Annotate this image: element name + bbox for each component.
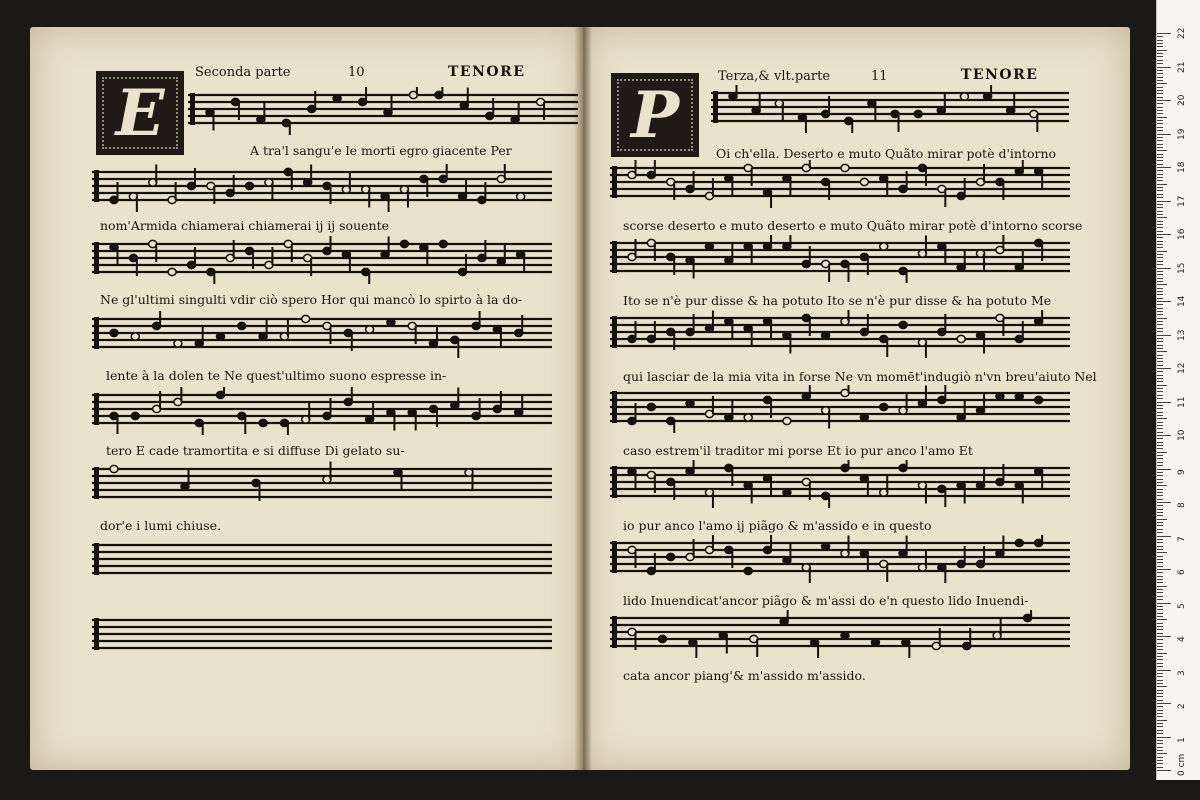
ruler-minor-tick: [1157, 499, 1163, 500]
right-staff-3: [610, 235, 1070, 283]
ruler-minor-tick: [1157, 405, 1163, 406]
ruler-minor-tick: [1157, 331, 1163, 332]
ruler-label: 1: [1177, 736, 1187, 743]
right-voice-title: TENORE: [961, 67, 1039, 83]
ruler-minor-tick: [1157, 160, 1163, 161]
right-lyric-line-1: Oi ch'ella. Deserto e muto Quãto mirar potè d'intorno: [716, 146, 1057, 161]
ruler-minor-tick: [1157, 740, 1163, 741]
ruler-minor-tick: [1157, 174, 1163, 175]
ruler-minor-tick: [1157, 582, 1163, 583]
ruler-minor-tick: [1157, 80, 1163, 81]
ruler-minor-tick: [1157, 154, 1163, 155]
ruler-minor-tick: [1157, 177, 1163, 178]
ruler-minor-tick: [1157, 556, 1163, 557]
ruler-minor-tick: [1157, 197, 1163, 198]
ruler-major-tick: [1157, 703, 1171, 704]
ruler-minor-tick: [1157, 465, 1163, 466]
left-staff-8: [92, 612, 552, 660]
ruler-major-tick: [1157, 100, 1171, 101]
ruler-label: 3: [1177, 669, 1187, 676]
left-lyric-line-3: Ne gl'ultimi singulti vdir ciò spero Hor qui mancò lo spirto à la do-: [100, 292, 523, 307]
ruler-minor-tick: [1157, 224, 1163, 225]
ruler-minor-tick: [1157, 592, 1163, 593]
ruler-minor-tick: [1157, 294, 1163, 295]
ruler-minor-tick: [1157, 485, 1167, 486]
ruler-minor-tick: [1157, 365, 1163, 366]
ruler-minor-tick: [1157, 103, 1163, 104]
ruler-minor-tick: [1157, 137, 1163, 138]
ruler-minor-tick: [1157, 180, 1163, 181]
ruler-minor-tick: [1157, 693, 1163, 694]
ruler-minor-tick: [1157, 274, 1163, 275]
decorated-initial-e: E: [96, 71, 184, 155]
ruler-minor-tick: [1157, 73, 1163, 74]
ruler-minor-tick: [1157, 40, 1163, 41]
ruler-label: 2: [1177, 703, 1187, 709]
ruler-minor-tick: [1157, 505, 1163, 506]
left-header-part: Seconda parte: [195, 65, 291, 80]
ruler-minor-tick: [1157, 509, 1163, 510]
ruler-minor-tick: [1157, 147, 1163, 148]
ruler-label: 14: [1177, 295, 1187, 307]
ruler-minor-tick: [1157, 264, 1163, 265]
ruler-minor-tick: [1157, 666, 1163, 667]
ruler-major-tick: [1157, 469, 1171, 470]
ruler-minor-tick: [1157, 351, 1167, 352]
ruler-minor-tick: [1157, 60, 1163, 61]
right-header-part: Terza,& vlt.parte: [718, 69, 831, 84]
ruler-minor-tick: [1157, 586, 1167, 587]
measurement-ruler: [1156, 0, 1200, 780]
ruler-minor-tick: [1157, 385, 1167, 386]
ruler-minor-tick: [1157, 395, 1163, 396]
ruler-minor-tick: [1157, 241, 1163, 242]
ruler-label: 15: [1177, 262, 1187, 274]
ruler-minor-tick: [1157, 140, 1163, 141]
left-lyric-line-4: lente à la dolen te Ne quest'ultimo suono espresse in-: [106, 368, 447, 383]
ruler-major-tick: [1157, 636, 1171, 637]
ruler-minor-tick: [1157, 53, 1163, 54]
ruler-minor-tick: [1157, 479, 1163, 480]
right-staff-8: [610, 610, 1070, 658]
right-lyric-line-8: cata ancor piang'& m'assido m'assido.: [623, 668, 866, 683]
ruler-minor-tick: [1157, 686, 1167, 687]
ruler-major-tick: [1157, 201, 1171, 202]
ruler-minor-tick: [1157, 358, 1163, 359]
ruler-minor-tick: [1157, 760, 1163, 761]
right-lyric-line-3: Ito se n'è pur disse & ha potuto Ito se n'è pur disse & ha potuto Me: [623, 293, 1052, 308]
ruler-label: 10: [1177, 429, 1187, 441]
ruler-minor-tick: [1157, 462, 1163, 463]
ruler-minor-tick: [1157, 619, 1167, 620]
ruler-minor-tick: [1157, 623, 1163, 624]
left-staff-2: [92, 164, 552, 212]
right-lyric-line-7: lido Inuendicat'ancor piãgo & m'assi do e'n questo lido Inuendi-: [623, 593, 1029, 608]
ruler-label: 0 cm: [1177, 753, 1187, 776]
ruler-minor-tick: [1157, 190, 1163, 191]
ruler-minor-tick: [1157, 442, 1163, 443]
left-page: [30, 27, 583, 770]
ruler-minor-tick: [1157, 110, 1163, 111]
ruler-minor-tick: [1157, 261, 1163, 262]
ruler-major-tick: [1157, 268, 1171, 269]
ruler-minor-tick: [1157, 341, 1163, 342]
ruler-minor-tick: [1157, 107, 1163, 108]
ruler-major-tick: [1157, 67, 1171, 68]
ruler-minor-tick: [1157, 375, 1163, 376]
ruler-minor-tick: [1157, 706, 1163, 707]
ruler-major-tick: [1157, 536, 1171, 537]
ruler-label: 12: [1177, 362, 1187, 374]
ruler-minor-tick: [1157, 659, 1163, 660]
ruler-minor-tick: [1157, 656, 1163, 657]
ruler-major-tick: [1157, 670, 1171, 671]
ruler-minor-tick: [1157, 643, 1163, 644]
ruler-minor-tick: [1157, 576, 1163, 577]
ruler-minor-tick: [1157, 700, 1163, 701]
ruler-label: 5: [1177, 602, 1187, 609]
ruler-minor-tick: [1157, 606, 1163, 607]
ruler-minor-tick: [1157, 257, 1163, 258]
ruler-minor-tick: [1157, 562, 1163, 563]
ruler-minor-tick: [1157, 415, 1163, 416]
ruler-label: 13: [1177, 329, 1187, 341]
ruler-minor-tick: [1157, 50, 1167, 51]
left-lyric-line-1: A tra'l sangu'e le morti egro giacente Per: [250, 143, 512, 158]
ruler-minor-tick: [1157, 324, 1163, 325]
ruler-major-tick: [1157, 569, 1171, 570]
ruler-minor-tick: [1157, 733, 1163, 734]
ruler-label: 6: [1177, 569, 1187, 575]
ruler-major-tick: [1157, 770, 1171, 771]
ruler-minor-tick: [1157, 542, 1163, 543]
ruler-minor-tick: [1157, 616, 1163, 617]
ruler-major-tick: [1157, 335, 1171, 336]
ruler-minor-tick: [1157, 298, 1163, 299]
ruler-minor-tick: [1157, 284, 1167, 285]
ruler-minor-tick: [1157, 345, 1163, 346]
ruler-minor-tick: [1157, 720, 1167, 721]
ruler-label: 8: [1177, 502, 1187, 508]
ruler-label: 22: [1177, 27, 1187, 39]
right-lyric-line-5: caso estrem'il traditor mi porse Et io pur anco l'amo Et: [623, 443, 973, 458]
ruler-minor-tick: [1157, 361, 1163, 362]
ruler-major-tick: [1157, 435, 1171, 436]
ruler-minor-tick: [1157, 117, 1167, 118]
ruler-minor-tick: [1157, 552, 1167, 553]
ruler-label: 21: [1177, 61, 1187, 73]
ruler-minor-tick: [1157, 599, 1163, 600]
ruler-major-tick: [1157, 301, 1171, 302]
ruler-minor-tick: [1157, 763, 1163, 764]
ruler-minor-tick: [1157, 566, 1163, 567]
ruler-minor-tick: [1157, 271, 1163, 272]
ruler-label: 17: [1177, 195, 1187, 207]
ruler-minor-tick: [1157, 217, 1167, 218]
ruler-minor-tick: [1157, 244, 1163, 245]
ruler-label: 16: [1177, 228, 1187, 240]
left-lyric-line-6: dor'e i lumi chiuse.: [100, 518, 222, 533]
ruler-minor-tick: [1157, 304, 1163, 305]
ruler-minor-tick: [1157, 730, 1163, 731]
ruler-minor-tick: [1157, 127, 1163, 128]
ruler-minor-tick: [1157, 633, 1163, 634]
right-lyric-line-2: scorse deserto e muto deserto e muto Quãto mirar potè d'intorno scorse: [623, 218, 1083, 233]
ruler-minor-tick: [1157, 187, 1163, 188]
ruler-minor-tick: [1157, 251, 1167, 252]
ruler-minor-tick: [1157, 572, 1163, 573]
ruler-minor-tick: [1157, 757, 1163, 758]
ruler-minor-tick: [1157, 529, 1163, 530]
right-staff-1: [711, 85, 1069, 133]
ruler-minor-tick: [1157, 445, 1163, 446]
ruler-minor-tick: [1157, 747, 1163, 748]
ruler-minor-tick: [1157, 321, 1163, 322]
ruler-minor-tick: [1157, 204, 1163, 205]
ruler-label: 11: [1177, 396, 1187, 408]
ruler-minor-tick: [1157, 649, 1163, 650]
ruler-minor-tick: [1157, 355, 1163, 356]
ruler-minor-tick: [1157, 87, 1163, 88]
right-staff-5: [610, 385, 1070, 433]
ruler-minor-tick: [1157, 338, 1163, 339]
ruler-major-tick: [1157, 167, 1171, 168]
ruler-minor-tick: [1157, 63, 1163, 64]
ruler-label: 9: [1177, 468, 1187, 475]
ruler-minor-tick: [1157, 680, 1163, 681]
ruler-minor-tick: [1157, 408, 1163, 409]
ruler-minor-tick: [1157, 716, 1163, 717]
left-lyric-line-5: tero E cade tramortita e si diffuse Di gelato su-: [106, 443, 405, 458]
ruler-minor-tick: [1157, 388, 1163, 389]
ruler-minor-tick: [1157, 448, 1163, 449]
ruler-minor-tick: [1157, 378, 1163, 379]
right-staff-2: [610, 160, 1070, 208]
ruler-minor-tick: [1157, 743, 1163, 744]
ruler-minor-tick: [1157, 539, 1163, 540]
ruler-minor-tick: [1157, 412, 1163, 413]
left-voice-title: TENORE: [448, 64, 526, 80]
left-staff-4: [92, 311, 552, 359]
ruler-minor-tick: [1157, 247, 1163, 248]
ruler-minor-tick: [1157, 532, 1163, 533]
ruler-minor-tick: [1157, 328, 1163, 329]
ruler-minor-tick: [1157, 653, 1167, 654]
ruler-minor-tick: [1157, 278, 1163, 279]
decorated-initial-p: P: [611, 73, 699, 157]
right-staff-7: [610, 535, 1070, 583]
ruler-minor-tick: [1157, 613, 1163, 614]
ruler-minor-tick: [1157, 482, 1163, 483]
ruler-minor-tick: [1157, 144, 1163, 145]
ruler-minor-tick: [1157, 432, 1163, 433]
ruler-minor-tick: [1157, 93, 1163, 94]
ruler-major-tick: [1157, 502, 1171, 503]
ruler-major-tick: [1157, 134, 1171, 135]
ruler-minor-tick: [1157, 348, 1163, 349]
ruler-minor-tick: [1157, 311, 1163, 312]
ruler-minor-tick: [1157, 77, 1163, 78]
ruler-minor-tick: [1157, 438, 1163, 439]
ruler-minor-tick: [1157, 391, 1163, 392]
ruler-minor-tick: [1157, 36, 1163, 37]
ruler-label: 7: [1177, 535, 1187, 542]
ruler-minor-tick: [1157, 43, 1163, 44]
ruler-minor-tick: [1157, 120, 1163, 121]
ruler-minor-tick: [1157, 231, 1163, 232]
ruler-minor-tick: [1157, 288, 1163, 289]
ruler-minor-tick: [1157, 123, 1163, 124]
ruler-minor-tick: [1157, 522, 1163, 523]
ruler-label: 20: [1177, 94, 1187, 106]
ruler-minor-tick: [1157, 663, 1163, 664]
ruler-label: 18: [1177, 161, 1187, 173]
ruler-minor-tick: [1157, 381, 1163, 382]
ruler-minor-tick: [1157, 495, 1163, 496]
ruler-minor-tick: [1157, 308, 1163, 309]
ruler-minor-tick: [1157, 214, 1163, 215]
right-staff-4: [610, 310, 1070, 358]
right-staff-6: [610, 460, 1070, 508]
ruler-minor-tick: [1157, 646, 1163, 647]
ruler-minor-tick: [1157, 626, 1163, 627]
ruler-minor-tick: [1157, 83, 1167, 84]
ruler-minor-tick: [1157, 609, 1163, 610]
ruler-major-tick: [1157, 603, 1171, 604]
ruler-minor-tick: [1157, 639, 1163, 640]
ruler-minor-tick: [1157, 425, 1163, 426]
ruler-minor-tick: [1157, 221, 1163, 222]
ruler-minor-tick: [1157, 458, 1163, 459]
ruler-minor-tick: [1157, 194, 1163, 195]
right-lyric-line-6: io pur anco l'amo ij piãgo & m'assido e in questo: [623, 518, 932, 533]
ruler-minor-tick: [1157, 130, 1163, 131]
left-staff-5: [92, 387, 552, 435]
ruler-minor-tick: [1157, 164, 1163, 165]
ruler-minor-tick: [1157, 512, 1163, 513]
ruler-minor-tick: [1157, 70, 1163, 71]
ruler-minor-tick: [1157, 475, 1163, 476]
ruler-minor-tick: [1157, 371, 1163, 372]
ruler-minor-tick: [1157, 56, 1163, 57]
ruler-minor-tick: [1157, 90, 1163, 91]
ruler-minor-tick: [1157, 428, 1163, 429]
right-page-number: 11: [871, 69, 888, 84]
ruler-minor-tick: [1157, 398, 1163, 399]
ruler-minor-tick: [1157, 170, 1163, 171]
ruler-minor-tick: [1157, 710, 1163, 711]
ruler-minor-tick: [1157, 492, 1163, 493]
ruler-minor-tick: [1157, 314, 1163, 315]
left-staff-1: [188, 87, 578, 135]
ruler-minor-tick: [1157, 515, 1163, 516]
ruler-minor-tick: [1157, 589, 1163, 590]
ruler-minor-tick: [1157, 207, 1163, 208]
ruler-minor-tick: [1157, 753, 1167, 754]
ruler-minor-tick: [1157, 549, 1163, 550]
ruler-minor-tick: [1157, 157, 1163, 158]
left-lyric-line-2: nom'Armida chiamerai chiamerai ij ij souente: [100, 218, 390, 233]
ruler-minor-tick: [1157, 150, 1167, 151]
ruler-major-tick: [1157, 33, 1171, 34]
ruler-minor-tick: [1157, 422, 1163, 423]
ruler-minor-tick: [1157, 673, 1163, 674]
left-staff-3: [92, 236, 552, 284]
ruler-minor-tick: [1157, 97, 1163, 98]
ruler-major-tick: [1157, 234, 1171, 235]
right-lyric-line-4: qui lasciar de la mia vita in forse Ne vn momēt'indugiò n'vn breu'aiuto Nel: [623, 369, 1097, 384]
book-gutter: [574, 27, 592, 770]
ruler-minor-tick: [1157, 559, 1163, 560]
right-page: [583, 27, 1130, 770]
ruler-minor-tick: [1157, 726, 1163, 727]
ruler-major-tick: [1157, 402, 1171, 403]
ruler-minor-tick: [1157, 46, 1163, 47]
left-page-number: 10: [348, 65, 365, 80]
ruler-minor-tick: [1157, 472, 1163, 473]
ruler-minor-tick: [1157, 525, 1163, 526]
ruler-minor-tick: [1157, 184, 1167, 185]
ruler-minor-tick: [1157, 452, 1167, 453]
ruler-minor-tick: [1157, 713, 1163, 714]
ruler-minor-tick: [1157, 113, 1163, 114]
ruler-minor-tick: [1157, 237, 1163, 238]
ruler-minor-tick: [1157, 455, 1163, 456]
left-staff-6: [92, 461, 552, 509]
ruler-minor-tick: [1157, 629, 1163, 630]
ruler-minor-tick: [1157, 546, 1163, 547]
ruler-label: 19: [1177, 128, 1187, 140]
ruler-minor-tick: [1157, 767, 1163, 768]
ruler-minor-tick: [1157, 489, 1163, 490]
ruler-minor-tick: [1157, 683, 1163, 684]
ruler-minor-tick: [1157, 418, 1167, 419]
ruler-minor-tick: [1157, 318, 1167, 319]
ruler-minor-tick: [1157, 281, 1163, 282]
ruler-minor-tick: [1157, 696, 1163, 697]
ruler-major-tick: [1157, 737, 1171, 738]
ruler-minor-tick: [1157, 690, 1163, 691]
ruler-minor-tick: [1157, 750, 1163, 751]
ruler-minor-tick: [1157, 291, 1163, 292]
ruler-minor-tick: [1157, 211, 1163, 212]
ruler-minor-tick: [1157, 254, 1163, 255]
ruler-label: 4: [1177, 636, 1187, 642]
ruler-minor-tick: [1157, 596, 1163, 597]
ruler-minor-tick: [1157, 519, 1167, 520]
ruler-minor-tick: [1157, 227, 1163, 228]
left-staff-7: [92, 537, 552, 585]
ruler-minor-tick: [1157, 579, 1163, 580]
ruler-minor-tick: [1157, 723, 1163, 724]
ruler-major-tick: [1157, 368, 1171, 369]
ruler-minor-tick: [1157, 676, 1163, 677]
